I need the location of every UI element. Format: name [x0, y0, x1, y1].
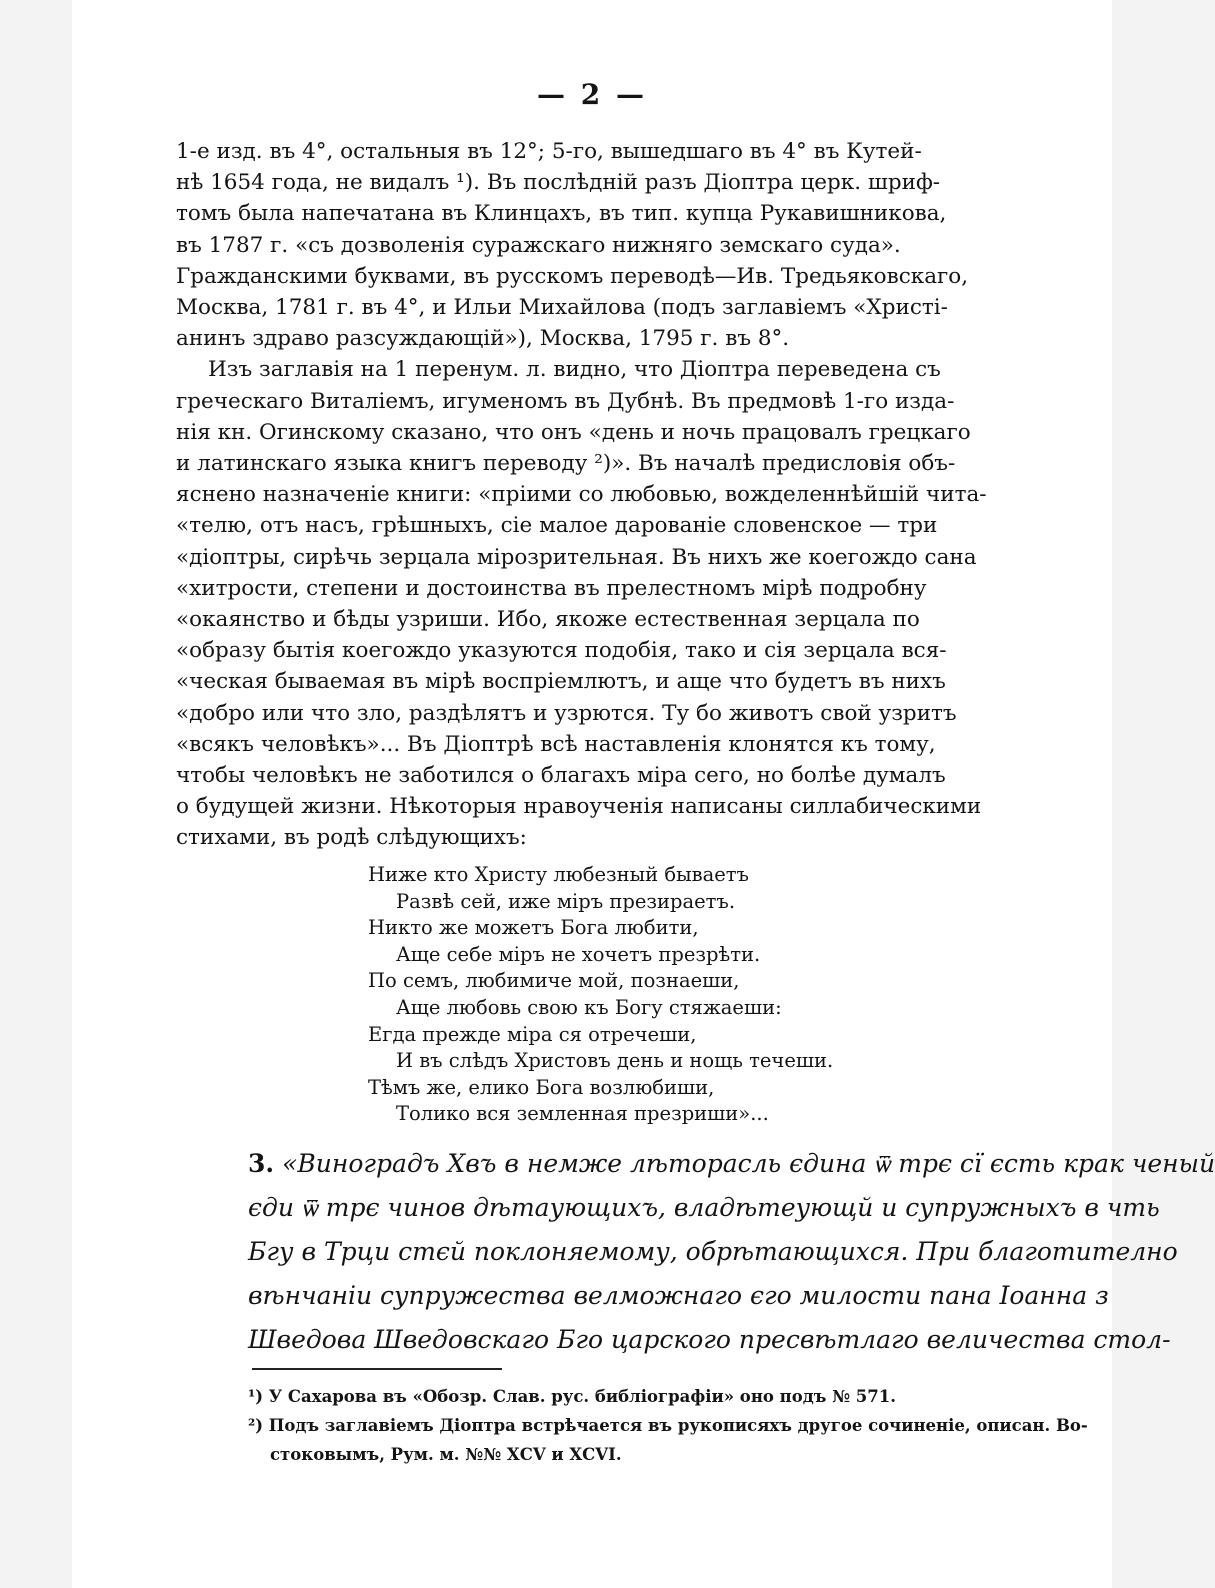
verse-line: По семъ, любимиче мой, познаеши, [368, 969, 740, 993]
body-line: чтобы человѣкъ не заботился о благахъ міра сего, но болѣе думалъ [176, 763, 946, 789]
footnote-divider [252, 1368, 502, 1370]
body-line: «хитрости, степени и достоинства въ прелестномъ мірѣ подробну [176, 575, 927, 601]
footnotes [248, 1382, 1088, 1469]
body-line: Изъ заглавія на 1 перенум. л. видно, что Діоптра переведена съ [208, 357, 941, 383]
body-line: «окаянство и бѣды узриши. Ибо, якоже естественная зерцала по [176, 607, 920, 633]
body-line: стихами, въ родѣ слѣдующихъ: [176, 825, 527, 851]
slavonic-text: «Виноградъ Хвъ в немже лѣторасль єдина ѿ трє сї єсть крак ченый [282, 1149, 1215, 1178]
body-line: томъ была напечатана въ Клинцахъ, въ тип. купца Рукавишникова, [176, 201, 947, 227]
verse-line: Никто же можетъ Бога любити, [368, 916, 699, 940]
body-line: нѣ 1654 года, не видалъ ¹). Въ послѣдній разъ Діоптра церк. шриф- [176, 170, 941, 196]
page-number: — 2 — [537, 78, 647, 111]
slavonic-line: вѣнчаніи супружества велможнаго єго милости пана Іоанна з [248, 1281, 1109, 1310]
body-line: «діоптры, сирѣчь зерцала мірозрительная. Въ нихъ же коегождо сана [176, 544, 977, 570]
entry-number: 3. [248, 1149, 275, 1178]
verse-line: Развѣ сей, иже міръ презираетъ. [396, 889, 736, 913]
body-line: Гражданскими буквами, въ русскомъ переводѣ—Ив. Тредьяковскаго, [176, 263, 969, 289]
slavonic-line: єди ѿ трє чинов дѣтаующихъ, владѣтеующй и супружныхъ в чть [248, 1193, 1160, 1222]
main-text [176, 136, 1031, 854]
slavonic-line: Шведова Шведовскаго Бго царского пресвѣтлаго величества стол- [248, 1325, 1171, 1354]
verse-line: Аще любовь свою къ Богу стяжаеши: [396, 995, 782, 1019]
body-line: о будущей жизни. Нѣкоторыя нравоученія написаны силлабическими [176, 794, 982, 820]
verse-line: Тѣмъ же, елико Бога возлюбиши, [368, 1075, 715, 1099]
document-page [72, 0, 1215, 1588]
footnote: стоковымъ, Рум. м. №№ ХСV и ХСVI. [270, 1445, 622, 1464]
body-line: яснено назначеніе книги: «пріими со любовью, вожделеннѣйшій чита- [176, 482, 987, 508]
verse-line: Егда прежде міра ся отречеши, [368, 1022, 697, 1046]
body-line: «добро или что зло, раздѣлятъ и узрются. Ту бо животъ свой узритъ [176, 700, 957, 726]
verse-block [368, 862, 833, 1128]
body-line: 1-е изд. въ 4°, остальныя въ 12°; 5-го, вышедшаго въ 4° въ Кутей- [176, 139, 922, 164]
slavonic-line: Бгу в Трци стєй поклоняемому, обрѣтающихся. При благотително [248, 1237, 1178, 1266]
verse-line: Ниже кто Христу любезный бываетъ [368, 863, 749, 886]
body-line: въ 1787 г. «съ дозволенія суражскаго нижняго земскаго суда». [176, 232, 901, 258]
slavonic-entry [248, 1142, 1215, 1362]
body-line: «образу бытія коегождо указуются подобія, тако и сія зерцала вся- [176, 638, 947, 664]
body-line: Москва, 1781 г. въ 4°, и Ильи Михайлова (подъ заглавіемъ «Христі- [176, 295, 948, 321]
body-line: и латинскаго языка книгъ переводу ²)». Въ началѣ предисловія объ- [176, 451, 956, 477]
body-line: нія кн. Огинскому сказано, что онъ «день и ночь працовалъ грецкаго [176, 419, 971, 445]
body-line: греческаго Виталіемъ, игуменомъ въ Дубнѣ. Въ предмовѣ 1-го изда- [176, 388, 955, 414]
verse-line: Аще себе міръ не хочетъ презрѣти. [396, 942, 761, 966]
verse-line: И въ слѣдъ Христовъ день и нощь течеши. [396, 1049, 834, 1073]
body-line: «всякъ человѣкъ»... Въ Діоптрѣ всѣ наставленія клонятся къ тому, [176, 731, 936, 757]
body-line: «телю, отъ насъ, грѣшныхъ, сіе малое дарованіе словенское — три [176, 513, 938, 539]
body-line: анинъ здраво разсуждающій»), Москва, 1795 г. въ 8°. [176, 326, 790, 352]
footnote: ²) Подъ заглавіемъ Діоптра встрѣчается въ рукописяхъ другое сочиненіе, описан. Во- [248, 1416, 1088, 1435]
body-line: «ческая бываемая въ мірѣ воспріемлютъ, и аще что будетъ въ нихъ [176, 669, 946, 695]
footnote: ¹) У Сахарова въ «Обозр. Слав. рус. библіографіи» оно подъ № 571. [248, 1387, 896, 1406]
slavonic-line [248, 1142, 1215, 1186]
verse-line: Толико вся земленная презриши»... [396, 1102, 769, 1126]
